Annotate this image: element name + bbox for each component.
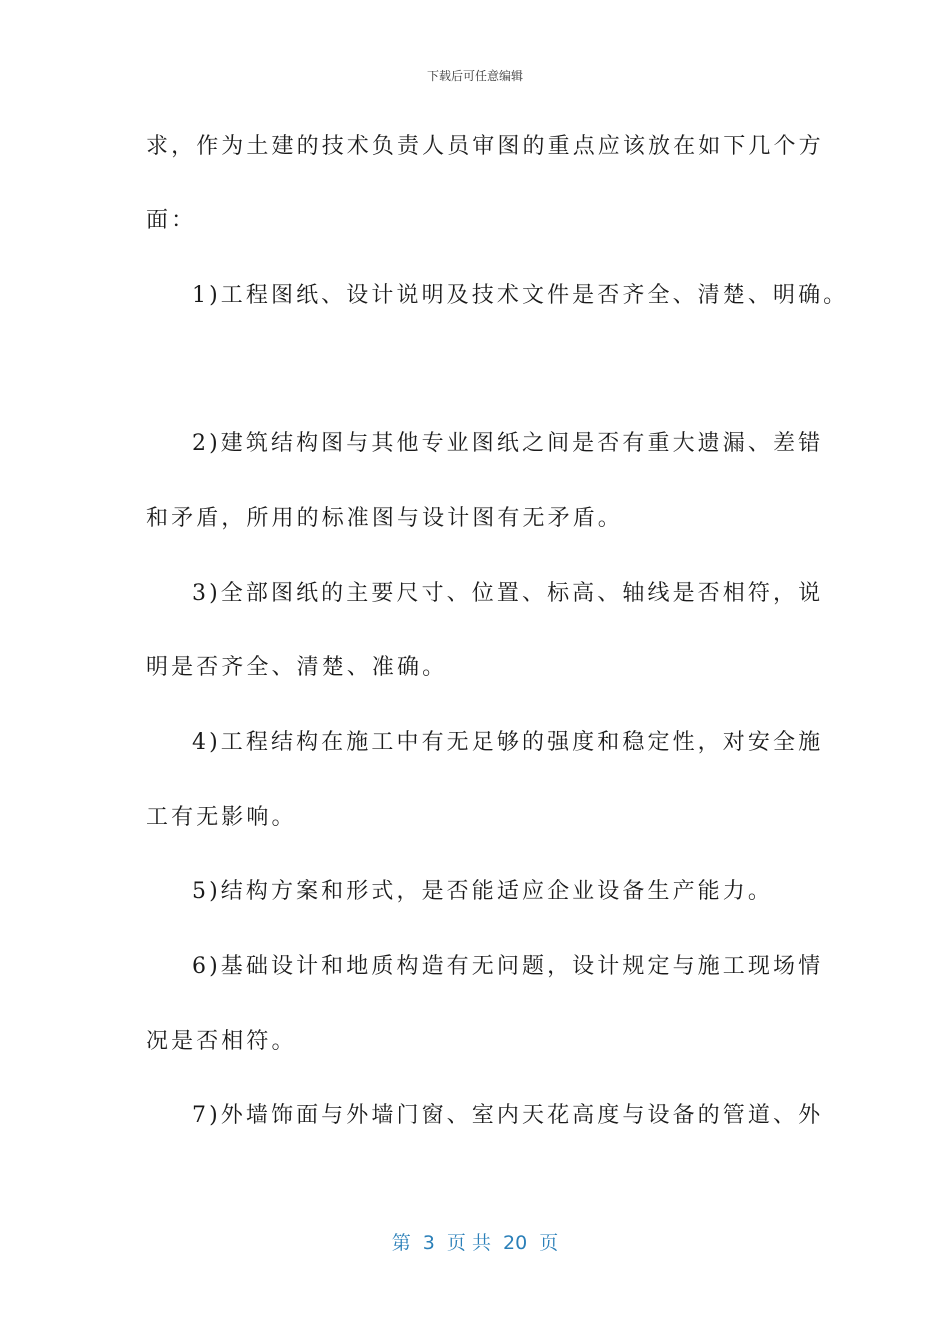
list-item-2-line-1: 2)建筑结构图与其他专业图纸之间是否有重大遗漏、差错 — [192, 431, 824, 456]
body-line-1: 求，作为土建的技术负责人员审图的重点应该放在如下几个方 — [146, 134, 824, 159]
page-number-footer: 第 3 页 共 20 页 — [391, 1232, 559, 1254]
list-item-4-line-2: 工有无影响。 — [146, 805, 297, 830]
list-item-2-line-2: 和矛盾，所用的标准图与设计图有无矛盾。 — [146, 506, 623, 531]
list-item-1: 1)工程图纸、设计说明及技术文件是否齐全、清楚、明确。 — [192, 283, 849, 308]
list-item-3-line-2: 明是否齐全、清楚、准确。 — [146, 655, 448, 680]
list-item-4-line-1: 4)工程结构在施工中有无足够的强度和稳定性，对安全施 — [192, 730, 824, 755]
body-line-2: 面： — [146, 208, 197, 233]
list-item-6-line-2: 况是否相符。 — [146, 1029, 297, 1054]
list-item-6-line-1: 6)基础设计和地质构造有无问题，设计规定与施工现场情 — [192, 954, 824, 979]
list-item-5: 5)结构方案和形式，是否能适应企业设备生产能力。 — [192, 879, 773, 904]
list-item-7-line-1: 7)外墙饰面与外墙门窗、室内天花高度与设备的管道、外 — [192, 1103, 824, 1128]
list-item-3-line-1: 3)全部图纸的主要尺寸、位置、标高、轴线是否相符，说 — [192, 581, 824, 606]
page-header-note: 下载后可任意编辑 — [426, 69, 523, 83]
